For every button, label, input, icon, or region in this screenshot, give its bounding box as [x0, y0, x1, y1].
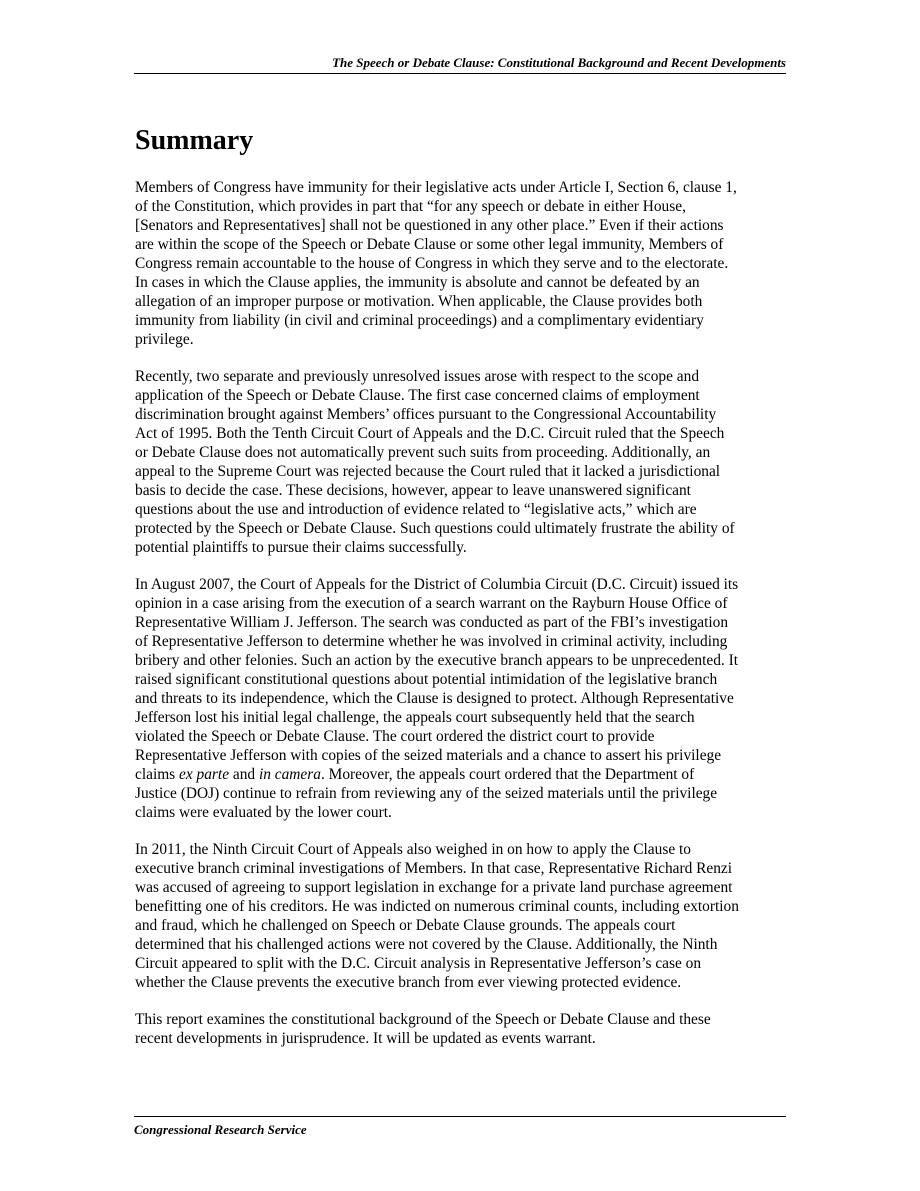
text-line: whether the Clause prevents the executive branch from ever viewing protected evidence.: [135, 974, 682, 991]
text-line: of the Constitution, which provides in part that “for any speech or debate in either House,: [135, 198, 686, 215]
text-line: Justice (DOJ) continue to refrain from reviewing any of the seized materials until the privilege: [135, 785, 718, 802]
text-line: immunity from liability (in civil and criminal proceedings) and a complimentary evidentiary: [135, 312, 704, 329]
text-line: and threats to its independence, which the Clause is designed to protect. Although Representative: [135, 690, 734, 707]
text-line: In 2011, the Ninth Circuit Court of Appeals also weighed in on how to apply the Clause to: [135, 841, 691, 858]
paragraph-5: [135, 1010, 795, 1048]
text-line: discrimination brought against Members’ offices pursuant to the Congressional Accountability: [135, 406, 717, 423]
text-line: appeal to the Supreme Court was rejected because the Court ruled that it lacked a jurisdictional: [135, 463, 721, 480]
text-line: determined that his challenged actions were not covered by the Clause. Additionally, the Ninth: [135, 936, 718, 953]
italic-term-ex-parte: ex parte: [179, 766, 230, 783]
text-line: In cases in which the Clause applies, the immunity is absolute and cannot be defeated by an: [135, 274, 700, 291]
text-line: [Senators and Representatives] shall not be questioned in any other place.” Even if their actions: [135, 217, 724, 234]
text-line: Representative Jefferson with copies of the seized materials and a chance to assert his privilege: [135, 747, 722, 764]
paragraph-2: [135, 367, 795, 557]
text-line: privilege.: [135, 331, 194, 348]
text-line: questions about the use and introduction of evidence related to “legislative acts,” which are: [135, 501, 697, 518]
text-line: and fraud, which he challenged on Speech or Debate Clause grounds. The appeals court: [135, 917, 676, 934]
text-line: violated the Speech or Debate Clause. The court ordered the district court to provide: [135, 728, 655, 745]
text-line: Act of 1995. Both the Tenth Circuit Court of Appeals and the D.C. Circuit ruled that the Speech: [135, 425, 725, 442]
text-fragment: . Moreover, the appeals court ordered that the Department of: [320, 766, 695, 783]
text-line: basis to decide the case. These decisions, however, appear to leave unanswered significant: [135, 482, 691, 499]
text-line: protected by the Speech or Debate Clause. Such questions could ultimately frustrate the ability of: [135, 520, 735, 537]
text-line: allegation of an improper purpose or motivation. When applicable, the Clause provides both: [135, 293, 703, 310]
text-line: opinion in a case arising from the execution of a search warrant on the Rayburn House Office of: [135, 595, 728, 612]
text-line: Representative William J. Jefferson. The search was conducted as part of the FBI’s investigation: [135, 614, 729, 631]
text-line: raised significant constitutional questions about potential intimidation of the legislative branch: [135, 671, 718, 688]
paragraph-1: [135, 178, 795, 349]
text-line: Members of Congress have immunity for their legislative acts under Article I, Section 6, clause 1,: [135, 179, 737, 196]
text-line: of Representative Jefferson to determine whether he was involved in criminal activity, including: [135, 633, 728, 650]
text-line: bribery and other felonies. Such an action by the executive branch appears to be unprecedented. It: [135, 652, 738, 669]
text-line: This report examines the constitutional background of the Speech or Debate Clause and these: [135, 1011, 711, 1028]
summary-body: [135, 178, 795, 1066]
text-line: potential plaintiffs to pursue their claims successfully.: [135, 539, 467, 556]
running-header: The Speech or Debate Clause: Constitutional Background and Recent Developments: [134, 54, 786, 74]
text-line: claims were evaluated by the lower court.: [135, 804, 392, 821]
text-line: Recently, two separate and previously unresolved issues arose with respect to the scope and: [135, 368, 700, 385]
page-title: Summary: [135, 125, 254, 156]
text-line: application of the Speech or Debate Clause. The first case concerned claims of employment: [135, 387, 700, 404]
text-line: or Debate Clause does not automatically prevent such suits from proceeding. Additionally, an: [135, 444, 711, 461]
italic-term-in-camera: in camera: [258, 766, 321, 783]
running-footer: Congressional Research Service: [134, 1116, 786, 1139]
paragraph-4: [135, 840, 795, 992]
text-line: Circuit appeared to split with the D.C. Circuit analysis in Representative Jefferson’s case on: [135, 955, 702, 972]
text-line: are within the scope of the Speech or Debate Clause or some other legal immunity, Members of: [135, 236, 724, 253]
text-fragment: and: [229, 766, 259, 783]
text-line: executive branch criminal investigations of Members. In that case, Representative Richard Renzi: [135, 860, 733, 877]
text-line: Jefferson lost his initial legal challenge, the appeals court subsequently held that the search: [135, 709, 695, 726]
text-line: recent developments in jurisprudence. It will be updated as events warrant.: [135, 1030, 596, 1047]
text-line: benefitting one of his creditors. He was indicted on numerous criminal counts, including extortion: [135, 898, 739, 915]
text-line: was accused of agreeing to support legislation in exchange for a private land purchase agreement: [135, 879, 733, 896]
paragraph-3: [135, 575, 795, 822]
text-line-mixed: [135, 766, 694, 783]
text-line: In August 2007, the Court of Appeals for the District of Columbia Circuit (D.C. Circuit) issued its: [135, 576, 739, 593]
text-fragment: claims: [135, 766, 180, 783]
text-line: Congress remain accountable to the house of Congress in which they serve and to the electorate.: [135, 255, 729, 272]
